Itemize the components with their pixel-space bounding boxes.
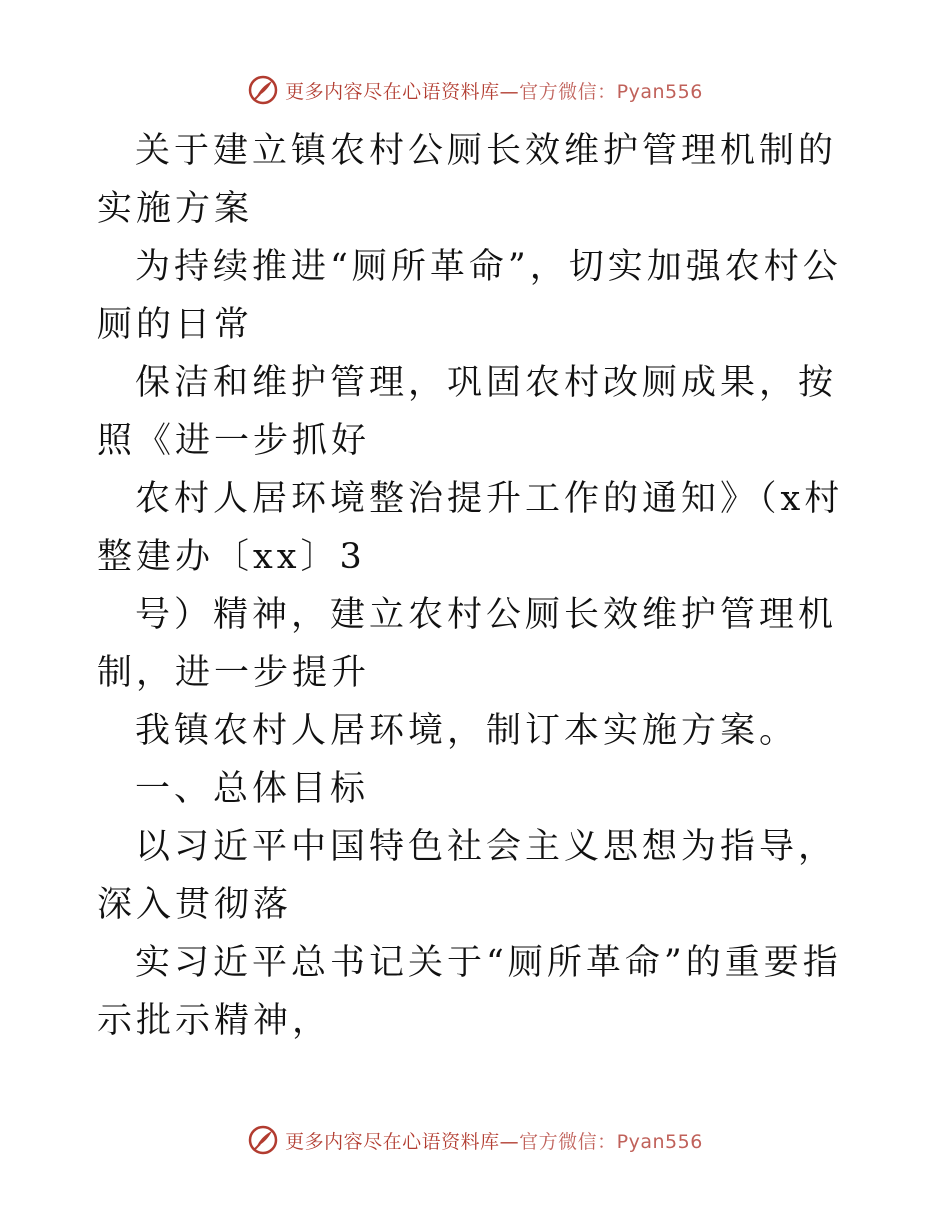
banner-site-text: 更多内容尽在心语资料库— <box>285 1130 520 1153</box>
document-title: 关于建立镇农村公厕长效维护管理机制的实施方案 <box>97 131 838 229</box>
feather-pen-icon <box>247 74 279 106</box>
paragraph: 实习近平总书记关于“厕所革命”的重要指示批示精神， <box>97 943 842 1041</box>
banner-text <box>285 77 703 104</box>
footer-banner <box>0 1122 950 1158</box>
section-heading: 一、总体目标 <box>135 769 370 809</box>
banner-wechat-text: 官方微信：Pyan556 <box>519 80 703 103</box>
document-body <box>97 122 857 1050</box>
header-banner <box>0 72 950 108</box>
feather-pen-icon <box>247 1124 279 1156</box>
banner-site-text: 更多内容尽在心语资料库— <box>285 80 520 103</box>
paragraph: 以习近平中国特色社会主义思想为指导，深入贯彻落 <box>97 827 838 925</box>
paragraph: 农村人居环境整治提升工作的通知》（x村整建办〔xx〕3 <box>97 479 844 577</box>
paragraph: 号）精神，建立农村公厕长效维护管理机制，进一步提升 <box>97 595 838 693</box>
paragraph: 保洁和维护管理，巩固农村改厕成果，按照《进一步抓好 <box>97 363 838 461</box>
banner-wechat-text: 官方微信：Pyan556 <box>519 1130 703 1153</box>
paragraph: 我镇农村人居环境，制订本实施方案。 <box>135 711 799 751</box>
banner-text <box>285 1127 703 1154</box>
paragraph: 为持续推进“厕所革命”，切实加强农村公厕的日常 <box>97 247 842 345</box>
